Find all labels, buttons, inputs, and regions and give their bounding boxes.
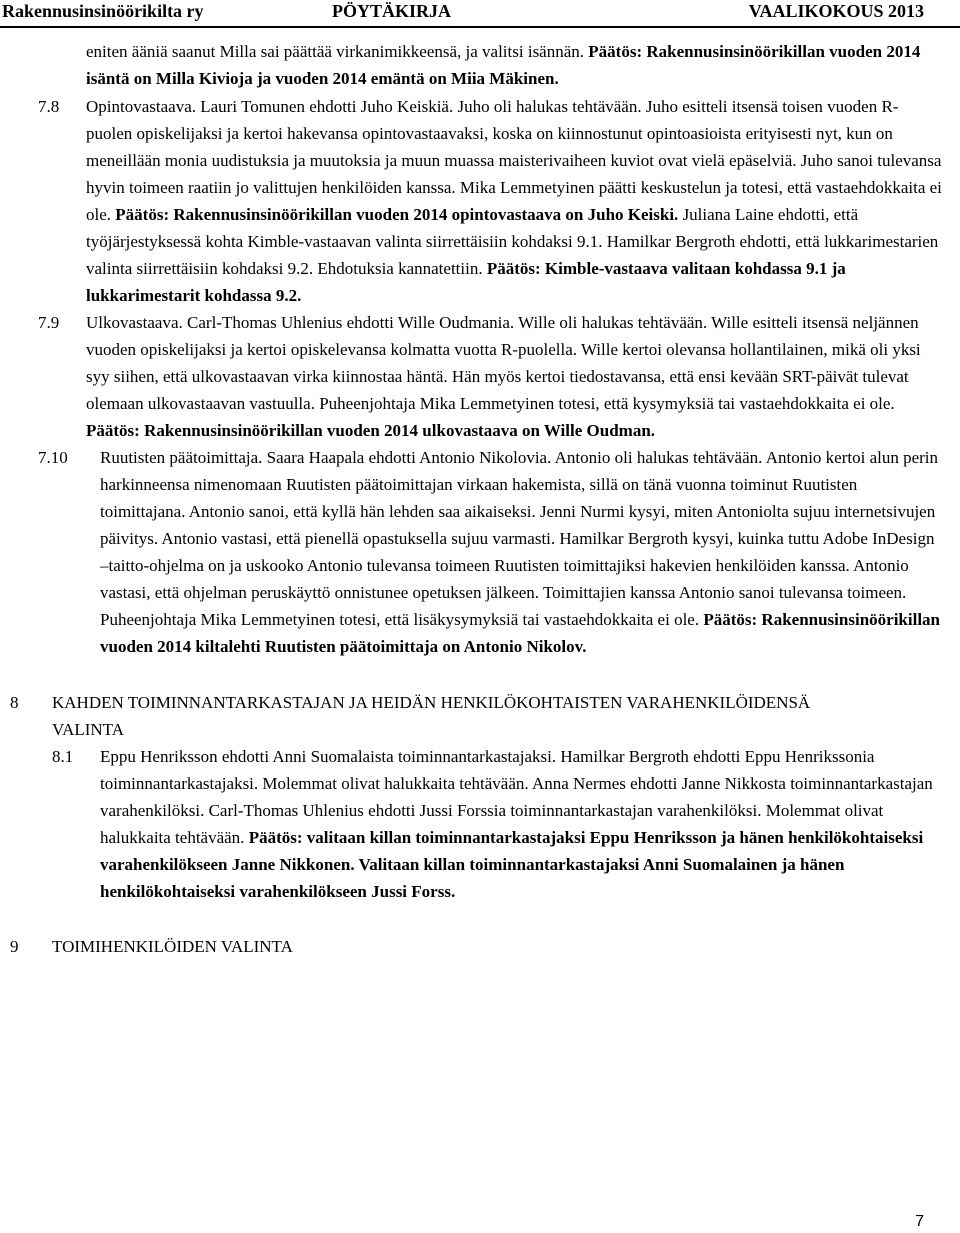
paragraph-7-1-continued [86,38,960,92]
document-body [0,38,960,960]
paragraph-text: Opintovastaava. Lauri Tomunen ehdotti Juho Keiskiä. Juho oli halukas tehtävään. Juho esitteli itsensä toisen vuoden R-puolen opiskelijaksi ja kertoi hakevansa opintovastaavaksi, koska on kiinnostunut opintoasioista erityisesti nyt, kun on meneillään monia uudistuksia ja muutoksia ja muun muassa maisterivaiheen kuviot ovat vielä epäselviä. Juho sanoi tulevansa hyvin toimeen raatiin jo valittujen henkilöiden kanssa. Mika Lemmetyinen päätti keskustelun ja totesi, että vastaehdokkaita ei ole. [86,97,942,224]
decision-text: Päätös: valitaan killan toiminnantarkastajaksi Eppu Henriksson ja hänen henkilökohtaiseksi varahenkilökseen Janne Nikkonen. Valitaan killan toiminnantarkastajaksi Anni Suomalainen ja hänen henkilökohtaiseksi varahenkilökseen Jussi Forss. [100,828,924,901]
paragraph-text: eniten ääniä saanut Milla sai päättää virkanimikkeensä, ja valitsi isännän. [86,42,589,61]
section-number: 8 [10,693,19,712]
header-document-type: PÖYTÄKIRJA [332,1,452,21]
section-title: KAHDEN TOIMINNANTARKASTAJAN JA HEIDÄN HENKILÖKOHTAISTEN VARAHENKILÖIDENSÄ VALINTA [52,693,811,739]
item-number: 7.9 [38,313,60,332]
header-meeting: VAALIKOKOUS 2013 [748,1,924,21]
paragraph-7-10 [0,444,960,660]
item-number: 8.1 [52,747,74,766]
header-organization: Rakennusinsinöörikilta ry [2,1,204,21]
item-number: 7.8 [38,97,60,116]
decision-text: Päätös: Rakennusinsinöörikillan vuoden 2014 isäntä on Milla Kivioja ja vuoden 2014 emäntä on Miia Mäkinen. [86,42,921,88]
page-number: 7 [915,1213,924,1230]
item-number: 7.10 [38,448,68,467]
section-8-heading [0,689,960,743]
section-title: TOIMIHENKILÖIDEN VALINTA [52,937,293,956]
decision-text: Päätös: Rakennusinsinöörikillan vuoden 2014 opintovastaava on Juho Keiski. [115,205,679,224]
section-9-heading [0,933,960,960]
paragraph-text-continued: Juliana Laine ehdotti, että työjärjestyksessä kohta Kimble-vastaavan valinta siirrettäisiin kohdaksi 9.1. Hamilkar Bergroth ehdotti, että lukkarimestarien valinta siirrettäisiin kohdaksi 9.2. Ehdotuksia kannatettiin. [86,205,939,278]
decision-text: Päätös: Rakennusinsinöörikillan vuoden 2014 kiltalehti Ruutisten päätoimittaja on Antonio Nikolov. [100,610,940,656]
paragraph-text: Eppu Henriksson ehdotti Anni Suomalaista toiminnantarkastajaksi. Hamilkar Bergroth ehdotti Eppu Henrikssonia toiminnantarkastajaksi. Molemmat olivat halukkaita tehtävään. Anna Nermes ehdotti Janne Nikkosta toiminnantarkastajan varahenkilöksi. Carl-Thomas Uhlenius ehdotti Jussi Forssia toiminnantarkastajan varahenkilöksi. Molemmat olivat halukkaita tehtävään. [100,747,933,847]
paragraph-text: Ruutisten päätoimittaja. Saara Haapala ehdotti Antonio Nikolovia. Antonio oli halukas tehtävään. Antonio kertoi alun perin harkinneensa nimenomaan Ruutisten päätoimittajan virkaan hakemista, sillä on tänä vuonna toiminut Ruutisten toimittajana. Antonio sanoi, että kyllä hän lehden saa aikaiseksi. Jenni Nurmi kysyi, miten Antoniolta sujuu internetsivujen päivitys. Antonio vastasi, että pienellä opastuksella sujuu varmasti. Hamilkar Bergroth kysyi, kuinka tuttu Adobe InDesign –taitto-ohjelma on ja uskooko Antonio tulevansa toimeen Ruutisten toimittajiksi hakevien henkilöiden kanssa. Antonio vastasi, että ohjelman peruskäyttö onnistunee opetuksen jälkeen. Toimittajien kanssa Antonio sanoi tulevansa toimeen. Puheenjohtaja Mika Lemmetyinen totesi, että lisäkysymyksiä tai vastaehdokkaita ei ole. [100,448,939,629]
paragraph-8-1 [0,743,960,905]
page-header [0,0,960,28]
decision-text-2: Päätös: Kimble-vastaava valitaan kohdassa 9.1 ja lukkarimestarit kohdassa 9.2. [86,259,846,305]
paragraph-text: Ulkovastaava. Carl-Thomas Uhlenius ehdotti Wille Oudmania. Wille oli halukas tehtävään. Wille esitteli itsensä neljännen vuoden opiskelijaksi ja kertoi opiskelevansa kolmatta vuotta R-puolella. Wille kertoi olevansa hollantilainen, mikä oli yksi syy siihen, että ulkovastaavan virka kiinnostaa häntä. Hän myös kertoi tiedostavansa, että ensi kevään SRT-päivät tulevat olemaan ulkovastaavan vastuulla. Puheenjohtaja Mika Lemmetyinen totesi, että kysymyksiä tai vastaehdokkaita ei ole. [86,313,921,413]
section-number: 9 [10,937,19,956]
paragraph-7-8 [0,93,960,309]
decision-text: Päätös: Rakennusinsinöörikillan vuoden 2014 ulkovastaava on Wille Oudman. [86,421,656,440]
paragraph-7-9 [0,309,960,444]
